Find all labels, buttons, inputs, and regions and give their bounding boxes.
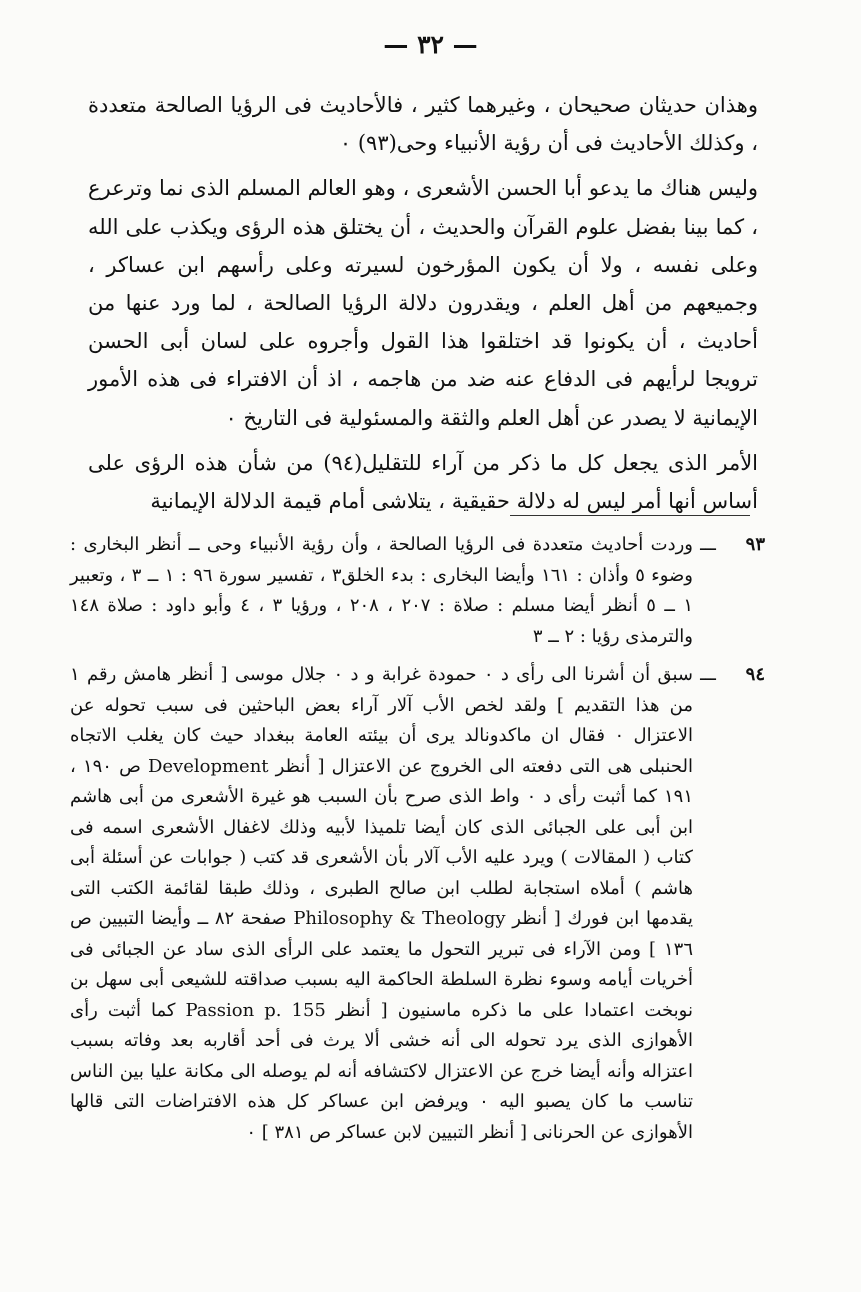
footnote-dash: ـــ [700,664,716,685]
footnote [70,530,765,652]
footnote-dash: ـــ [700,534,716,555]
page-number: — ٣٢ — [383,30,478,59]
main-text [88,86,758,520]
footnote-number: ٩٣ [745,534,765,555]
footnotes [70,530,765,1148]
footnote-text: سبق أن أشرنا الى رأى د ٠ حمودة غرابة و د ٠ جلال موسى [ أنظر هامش رقم ١ من هذا التقديم ] ولقد لخص الأب آلار آراء بعض الباحثين فى سبب تحوله عن الاعتزال ٠ فقال ان ماكدونالد يرى أن بيئته العامة ببغداد حيث كان يغلب الاتجاه الحنبلى هى التى دفعته الى الخروج عن الاعتزال [ أنظر Development ص ١٩٠ ، ١٩١ كما أثبت رأى د ٠ واط الذى صرح بأن السبب هو غيرة الأشعرى من أبى هاشم ابن أبى على الجبائى الذى كان أيضا تلميذا لأبيه وذلك لاغفال الأشعرى اسمه فى كتاب ( المقالات ) ويرد عليه الأب آلار بأن الأشعرى قد كتب ( جوابات عن أسئلة أبى هاشم ) أملاه استجابة لطلب ابن صالح الطبرى ، وذلك طبقا لقائمة الكتب التى يقدمها ابن فورك [ أنظر Philosophy & Theology صفحة ٨٢ ــ وأيضا التبيين ص ١٣٦ ] ومن الآراء فى تبرير التحول ما يعتمد على الرأى الذى ساد عن الجبائى فى أخريات أيامه وسوء نظرة السلطة الحاكمة اليه بسبب صداقته للشيعى أبى سهل بن نوبخت اعتمادا على ما ذكره ماسنيون [ أنظر Passion p. 155 كما أثبت رأى الأهوازى الذى يرد تحوله الى أنه خشى ألا يرث فى أحد أقاربه بعد وفاته بسبب اعتزاله وأنه أيضا خرج عن الاعتزال لاكتشافه أنه لم يوصله الى مكانة عليا بين الناس تناسب ما كان يصبو اليه ٠ ويرفض ابن عساكر كل هذه الافتراضات التى قالها الأهوازى عن الحرنانى [ أنظر التبيين لابن عساكر ص ٣٨١ ] ٠ [70,664,694,1143]
paragraph: وليس هناك ما يدعو أبا الحسن الأشعرى ، وهو العالم المسلم الذى نما وترعرع ، كما بينا بفضل علوم القرآن والحديث ، أن يختلق هذه الرؤى ويكذب على الله وعلى نفسه ، ولا أن يكون المؤرخون لسيرته وعلى رأسهم ابن عساكر ، وجميعهم من أهل العلم ، ويقدرون دلالة الرؤيا الصالحة ، لما ورد عنها من أحاديث ، أن يكونوا قد اختلقوا هذا القول وأجروه على لسان أبى الحسن ترويجا لرأيهم فى الدفاع عنه ضد من هاجمه ، اذ أن الافتراء فى هذه الأمور الإيمانية لا يصدر عن أهل العلم والثقة والمسئولية فى التاريخ ٠ [88,176,758,430]
footnote-text: وردت أحاديث متعددة فى الرؤيا الصالحة ، وأن رؤية الأنبياء وحى ــ أنظر البخارى : وضوء ٥ وأذان : ١٦١ وأيضا البخارى : بدء الخلق٣ ، تفسير سورة ٩٦ : ١ ــ ٣ ، وتعبير ١ ــ ٥ أنظر أيضا مسلم : صلاة : ٢٠٧ ، ٢٠٨ ، ورؤيا ٣ ، ٤ وأبو داود : صلاة ١٤٨ والترمذى رؤيا : ٢ ــ ٣ [70,534,693,647]
paragraph: الأمر الذى يجعل كل ما ذكر من آراء للتقليل(٩٤) من شأن هذه الرؤى على أساس أنها أمر ليس له دلالة حقيقية ، يتلاشى أمام قيمة الدلالة الإيمانية [88,450,759,514]
footnote-separator [510,515,750,516]
footnote [70,660,765,1148]
footnote-number: ٩٤ [745,664,765,685]
paragraph: وهذان حديثان صحيحان ، وغيرهما كثير ، فالأحاديث فى الرؤيا الصالحة متعددة ، وكذلك الأحاديث فى أن رؤية الأنبياء وحى(٩٣) ٠ [88,93,758,156]
